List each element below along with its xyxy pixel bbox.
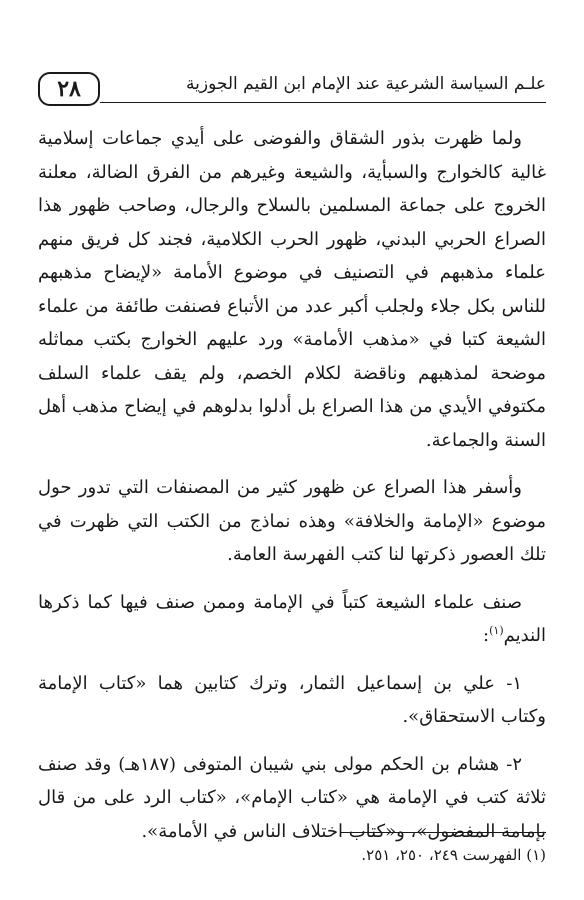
body-text bbox=[38, 122, 546, 862]
paragraph-shia-authors-colon: : bbox=[483, 625, 490, 646]
footnote-rule bbox=[340, 832, 546, 833]
paragraph-conflict-result: وأسفر هذا الصراع عن ظهور كثير من المصنفات التي تدور حول موضوع «الإمامة والخلافة» وهذه نماذج من الكتب التي ظهرت في تلك العصور ذكرتها لنا كتب الفهرسة العامة. bbox=[38, 477, 546, 565]
paragraph-intro: ولما ظهرت بذور الشقاق والفوضى على أيدي جماعات إسلامية غالية كالخوارج والسبأية، والشيعة وغيرهم من الفرق الضالة، معلنة الخروج على جماعة المسلمين بالسلاح والرجال، وصاحب ظهور هذا الصراع الحربي البدني، ظهور الحرب الكلامية، فجند كل فريق منهم علماء مذهبهم في التصنيف في موضوع الأمامة «لإيضاح مذهبهم للناس بكل جلاء ولجلب أكبر عدد من الأتباع فصنفت طائفة من علماء الشيعة كتبا في «مذهب الأمامة» ورد عليهم الخوارج بكتب مماثله موضحة لمذهبهم وناقضة لكلام الخصم، ولم يقف علماء السلف مكتوفي الأيدي من هذا الصراع بل أدلوا بدلوهم في إيضاح مذهب أهل السنة والجماعة. bbox=[38, 128, 546, 451]
list-item-1: ١- علي بن إسماعيل الثمار، وترك كتابين هما «كتاب الإمامة وكتاب الاستحقاق». bbox=[38, 672, 546, 727]
page-header bbox=[38, 72, 546, 102]
paragraph-shia-authors bbox=[38, 586, 546, 653]
list-item-2: ٢- هشام بن الحكم مولى بني شيبان المتوفى (١٨٧هـ) وقد صنف ثلاثة كتب في الإمامة هي «كتاب الإمام»، «كتاب الرد على من قال بإمامة المفضول»، و«كتاب اختلاف الناس في الأمامة». bbox=[38, 753, 546, 842]
header-rule bbox=[100, 102, 546, 103]
footnote: (١) الفهرست ٢٤٩، ٢٥٠، ٢٥١. bbox=[361, 846, 546, 864]
page-number: ٢٨ bbox=[38, 72, 100, 106]
running-title: علـم السياسة الشرعية عند الإمام ابن القيم الجوزية bbox=[186, 74, 546, 94]
footnote-marker: (١) bbox=[489, 624, 504, 637]
paragraph-shia-authors-text: صنف علماء الشيعة كتباً في الإمامة وممن صنف فيها كما ذكرها النديم bbox=[38, 591, 546, 646]
